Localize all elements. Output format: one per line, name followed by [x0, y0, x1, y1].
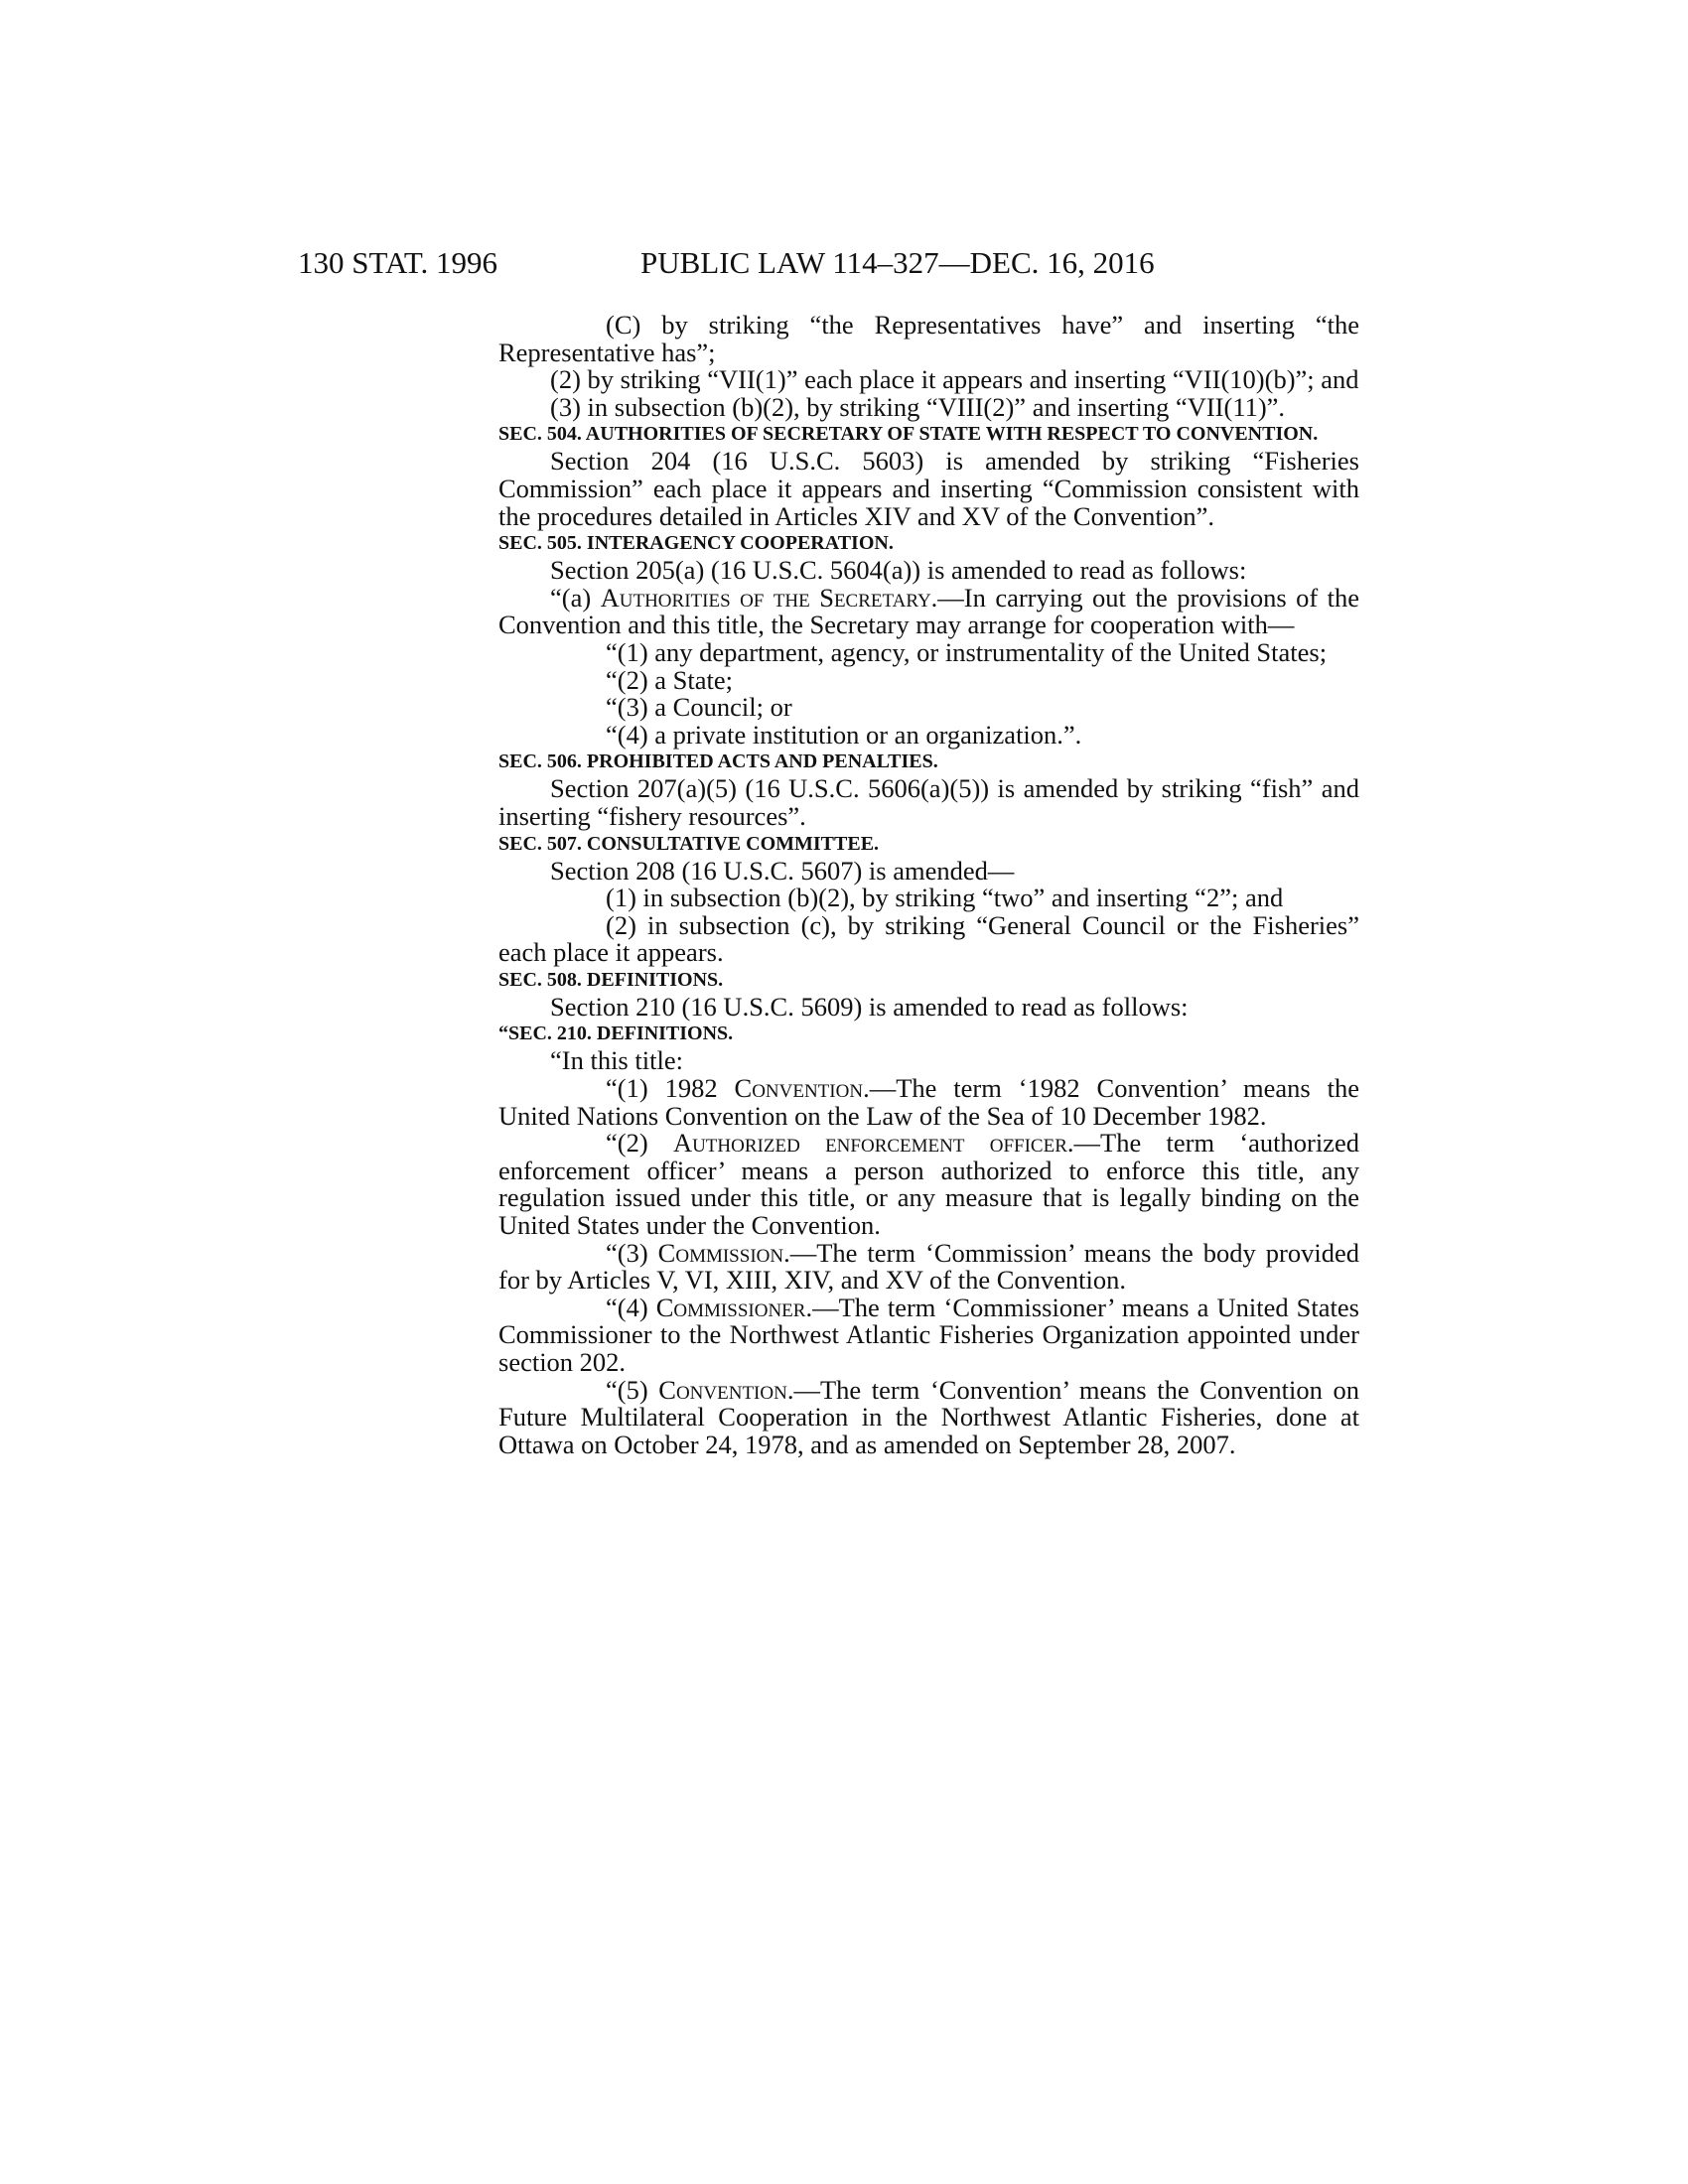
section-506-text: Section 207(a)(5) (16 U.S.C. 5606(a)(5)) is amended by striking “fish” and inserting “fishery resources”.: [498, 773, 1359, 831]
definition-5-heading: Convention: [658, 1374, 787, 1405]
subsection-a: [498, 582, 1359, 640]
section-heading-504: SEC. 504. AUTHORITIES OF SECRETARY OF STATE WITH RESPECT TO CONVENTION.: [498, 423, 1319, 446]
page-header: [0, 245, 1688, 285]
definition-2: [498, 1130, 1359, 1239]
definition-2-lead: “(2): [606, 1128, 673, 1159]
definition-2-text: .—The term ‘authorized enforcement officer’ means a person authorized to enforce this title, any regulation issued under this title, or any measure that is legally binding on the United States under the Convention.: [498, 1128, 1359, 1241]
definition-4-heading: Commissioner: [655, 1292, 806, 1322]
item-2: “(2) a State;: [606, 664, 734, 695]
definitions-intro: “In this title:: [550, 1045, 683, 1076]
definition-1-lead: “(1) 1982: [606, 1073, 735, 1104]
definition-3: [498, 1237, 1359, 1296]
definition-2-heading: Authorized enforcement officer: [672, 1128, 1067, 1159]
subsection-a-text: .—In carrying out the provisions of the Convention and this title, the Secretary may arrange for cooperation with—: [498, 582, 1359, 640]
paragraph-3: (3) in subsection (b)(2), by striking “VIII(2)” and inserting “VII(11)”.: [550, 391, 1286, 422]
section-heading-505: SEC. 505. INTERAGENCY COOPERATION.: [498, 532, 894, 555]
definition-4-lead: “(4): [606, 1292, 656, 1322]
definition-1-text: .—The term ‘1982 Convention’ means the United Nations Convention on the Law of the Sea of 10 December 1982.: [498, 1073, 1359, 1131]
subsection-a-heading: Authorities of the Secretary: [600, 582, 931, 613]
section-505-text: Section 205(a) (16 U.S.C. 5604(a)) is amended to read as follows:: [550, 555, 1247, 586]
section-507-item-2: (2) in subsection (c), by striking “General Council or the Fisheries” each place it appears.: [498, 909, 1359, 968]
statute-page-number: 130 STAT. 1996: [298, 245, 498, 280]
definition-5-lead: “(5): [606, 1374, 659, 1405]
section-heading-508: SEC. 508. DEFINITIONS.: [498, 968, 724, 991]
section-heading-210: “SEC. 210. DEFINITIONS.: [498, 1023, 734, 1045]
definition-3-lead: “(3): [606, 1237, 658, 1268]
definition-4-text: .—The term ‘Commissioner’ means a United States Commissioner to the Northwest Atlantic Fisheries Organization appointed under section 202.: [498, 1292, 1359, 1377]
item-1: “(1) any department, agency, or instrumentality of the United States;: [606, 636, 1328, 667]
section-504-text: Section 204 (16 U.S.C. 5603) is amended by striking “Fisheries Commission” each place it appears and inserting “Commission consistent with the procedures detailed in Articles XIV and XV of the Convention”.: [498, 446, 1359, 531]
definition-4: [498, 1292, 1359, 1377]
section-507-item-1: (1) in subsection (b)(2), by striking “two” and inserting “2”; and: [606, 883, 1284, 913]
section-heading-506: SEC. 506. PROHIBITED ACTS AND PENALTIES.: [498, 751, 938, 773]
definition-3-heading: Commission: [657, 1237, 784, 1268]
definition-5: [498, 1374, 1359, 1459]
item-3: “(3) a Council; or: [606, 692, 792, 723]
section-heading-507: SEC. 507. CONSULTATIVE COMMITTEE.: [498, 832, 880, 855]
document-body: [498, 312, 1359, 1458]
section-507-text: Section 208 (16 U.S.C. 5607) is amended—: [550, 855, 1015, 886]
paragraph-2: (2) by striking “VII(1)” each place it appears and inserting “VII(10)(b)”; and: [550, 364, 1359, 395]
section-508-text: Section 210 (16 U.S.C. 5609) is amended to read as follows:: [550, 991, 1189, 1022]
definition-1-heading: Convention: [734, 1073, 864, 1104]
definition-3-text: .—The term ‘Commission’ means the body provided for by Articles V, VI, XIII, XIV, and XV of the Convention.: [498, 1237, 1359, 1296]
public-law-citation: PUBLIC LAW 114–327—DEC. 16, 2016: [640, 245, 1155, 280]
item-4: “(4) a private institution or an organization.”.: [606, 719, 1082, 750]
paragraph-c: (C) by striking “the Representatives have” and inserting “the Representative has”;: [498, 310, 1359, 367]
subsection-a-lead: “(a): [550, 582, 601, 613]
definition-1: [498, 1075, 1359, 1130]
definition-5-text: .—The term ‘Convention’ means the Convention on Future Multilateral Cooperation in the Northwest Atlantic Fisheries, done at Ottawa on October 24, 1978, and as amended on September 28, 2007.: [498, 1374, 1359, 1459]
